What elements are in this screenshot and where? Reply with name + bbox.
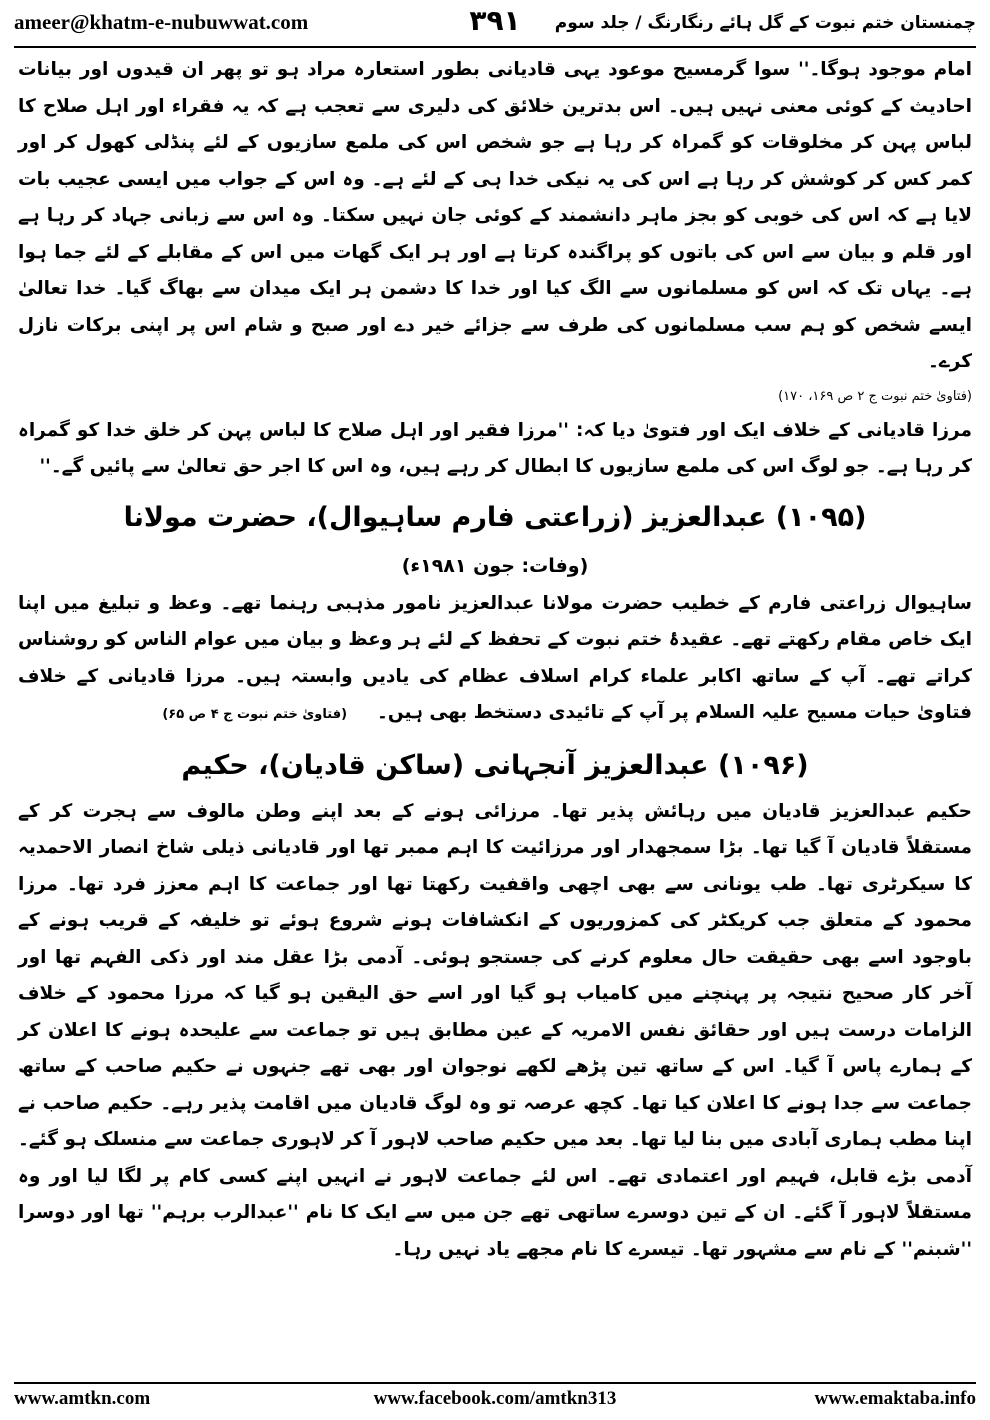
book-title: چمنستان ختم نبوت کے گل ہائے رنگارنگ / جلد سوم: [554, 13, 976, 33]
second-fatwa-paragraph: مرزا قادیانی کے خلاف ایک اور فتویٰ دیا کہ: ''مرزا فقیر اور اہل صلاح کا لباس پہن کر خلق خدا کو گمراہ کر رہا ہے۔ جو لوگ اس کی ملمع سازیوں کا ابطال کر رہے ہیں، وہ اس کا اجر حق تعالیٰ سے پائیں گے۔'': [18, 419, 972, 477]
intro-paragraph: امام موجود ہوگا۔'' سوا گرمسیح موعود یہی قادیانی بطور استعارہ مراد ہو تو پھر ان قیدوں اور بیانات احادیث کے کوئی معنی نہیں ہیں۔ اس بدترین خلائق کی دلیری سے تعجب ہے کہ یہ فقراء اور اہل صلاح کا لباس پہن کر مخلوقات کو گمراہ کر رہا ہے جو شخص اس کی ملمع سازیوں کے لئے پنڈلی کھول کر اور کمر کس کر کوشش کر رہا ہے اس کی یہ نیکی خدا ہی کے لئے ہے۔ وہ اس کے جواب میں ایسی عجیب بات لایا ہے کہ اس کی خوبی کو بجز ماہر دانشمند کے کوئی جان نہیں سکتا۔ وہ اس سے زبانی جہاد کر رہا ہے اور قلم و بیان سے اس کی باتوں کو پراگندہ کرتا ہے اور ہر ایک گھات میں اس کے مقابلے کے لئے جما ہوا ہے۔ یہاں تک کہ اس کو مسلمانوں سے الگ کیا اور خدا کا دشمن ہر ایک میدان سے بھاگ گیا۔ خدا تعالیٰ ایسے شخص کو ہم سب مسلمانوں کی طرف سے جزائے خیر دے اور صبح و شام اس پر اپنی برکات نازل کرے۔: [18, 59, 972, 372]
intro-reference: (فتاویٰ ختم نبوت ج ۲ ص ۱۶۹، ۱۷۰): [778, 388, 972, 404]
footer-divider: [14, 1382, 976, 1384]
page-footer: [14, 1388, 976, 1416]
entry-1095-title: (۱۰۹۵) عبدالعزیز (زراعتی فارم ساہیوال)، حضرت مولانا: [123, 501, 867, 533]
footer-link-amtkn[interactable]: www.amtkn.com: [14, 1388, 151, 1409]
footer-link-facebook[interactable]: www.facebook.com/amtkn313: [373, 1388, 617, 1409]
entry-1096-paragraph: حکیم عبدالعزیز قادیان میں رہائش پذیر تھا۔ مرزائی ہونے کے بعد اپنے وطن مالوف سے ہجرت کر کے مستقلاً قادیان آ گیا تھا۔ بڑا سمجھدار اور مرزائیت کا اہم ممبر تھا اور قادیانی ذیلی شاخ انصار الاحمدیہ کا سیکرٹری تھا۔ طب یونانی سے بھی اچھی واقفیت رکھتا تھا اور جماعت کا اہم معزز فرد تھا۔ مرزا محمود کے متعلق جب کریکٹر کی کمزوریوں کے انکشافات ہونے شروع ہوئے تو خلیفہ کے قریب ہونے کے باوجود اسے بھی حقیقت حال معلوم کرنے کی جستجو ہوئی۔ آدمی بڑا عقل مند اور ذکی الفہم تھا اور آخر کار صحیح نتیجہ پر پہنچنے میں کامیاب ہو گیا اور اسے حق الیقین ہو گیا کہ مرزا محمود کے خلاف الزامات درست ہیں اور حقائق نفس الامریہ کے عین مطابق ہیں تو جماعت سے علیحدہ ہونے کا اعلان کر کے ہمارے پاس آ گیا۔ اس کے ساتھ تین پڑھے لکھے نوجوان اور بھی تھے جنہوں نے حکیم صاحب کے ساتھ جماعت سے جدا ہونے کا اعلان کیا تھا۔ کچھ عرصہ تو وہ لوگ قادیان میں اقامت پذیر رہے۔ حکیم صاحب نے اپنا مطب ہماری آبادی میں بنا لیا تھا۔ بعد میں حکیم صاحب لاہور آ کر لاہوری جماعت سے منسلک ہو گئے۔ آدمی بڑے قابل، فہیم اور اعتمادی تھے۔ اس لئے جماعت لاہور نے انہیں اپنے کسی کام پر لگا لیا اور وہ مستقلاً لاہور آ گئے۔ ان کے تین دوسرے ساتھی تھے جن میں سے ایک کا نام ''عبدالرب برہم'' تھا اور دوسرا ''شبنم'' کے نام سے مشہور تھا۔ تیسرے کا نام مجھے یاد نہیں رہا۔: [18, 800, 972, 1260]
entry-1095-paragraph: [18, 586, 972, 734]
footer-link-emaktaba[interactable]: www.emaktaba.info: [814, 1388, 976, 1409]
header-divider: [14, 46, 976, 48]
entry-1095-death-date: (وفات: جون ۱۹۸۱ء): [401, 554, 589, 577]
page-body: [18, 52, 972, 1268]
page-header: [14, 4, 976, 48]
entry-1096-title: (۱۰۹۶) عبدالعزیز آنجہانی (ساکن قادیان)، حکیم: [181, 749, 809, 781]
page-number: ۳۹۱: [469, 4, 521, 37]
entry-1095-text: ساہیوال زراعتی فارم کے خطیب حضرت مولانا عبدالعزیز نامور مذہبی رہنما تھے۔ وعظ و تبلیغ میں اپنا ایک خاص مقام رکھتے تھے۔ عقیدۂ ختم نبوت کے تحفظ کے لئے ہر وعظ و بیان میں عوام الناس کو روشناس کراتے تھے۔ آپ کے ساتھ اکابر علماء کرام اسلاف عظام کی یادیں وابستہ ہیں۔ مرزا قادیانی کے خلاف فتاویٰ حیات مسیح علیہ السلام پر آپ کے تائیدی دستخط بھی ہیں۔: [18, 592, 972, 723]
entry-1095-reference: (فتاویٰ ختم نبوت ج ۴ ص ۶۵): [162, 707, 348, 722]
header-email-link[interactable]: ameer@khatm-e-nubuwwat.com: [14, 10, 309, 34]
